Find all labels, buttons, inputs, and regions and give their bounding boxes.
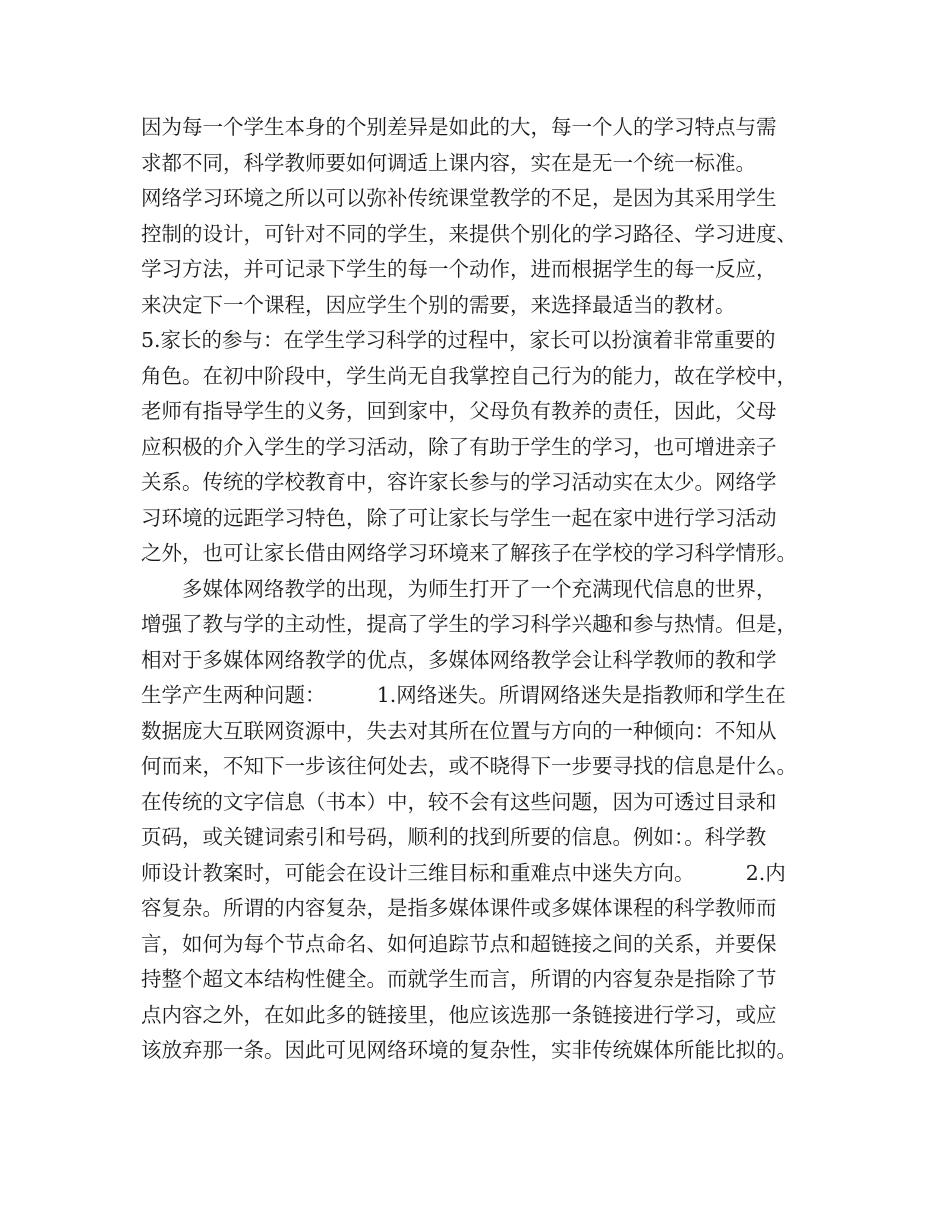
text-line: 何而来，不知下一步该往何处去，或不晓得下一步要寻找的信息是什么。 xyxy=(141,754,797,778)
text-line: 增强了教与学的主动性，提高了学生的学习科学兴趣和参与热情。但是， xyxy=(141,612,797,636)
text-line: 生学产生两种问题： 1.网络迷失。所谓网络迷失是指教师和学生在 xyxy=(141,683,786,707)
text-line: 页码，或关键词索引和号码，顺利的找到所要的信息。例如：。科学教 xyxy=(141,825,767,849)
text-line: 师设计教案时，可能会在设计三维目标和重难点中迷失方向。 2.内 xyxy=(141,860,786,885)
text-line: 持整个超文本结构性健全。而就学生而言，所谓的内容复杂是指除了节 xyxy=(141,967,777,991)
text-line: 网络学习环境之所以可以弥补传统课堂教学的不足，是因为其采用学生 xyxy=(141,186,777,210)
text-line: 多媒体网络教学的出现，为师生打开了一个充满现代信息的世界， xyxy=(141,576,777,601)
text-line: 控制的设计，可针对不同的学生，来提供个别化的学习路径、学习进度、 xyxy=(141,221,797,246)
text-line: 言，如何为每个节点命名、如何追踪节点和超链接之间的关系，并要保 xyxy=(141,931,777,956)
text-line: 相对于多媒体网络教学的优点，多媒体网络教学会让科学教师的教和学 xyxy=(141,647,777,672)
text-line: 角色。在初中阶段中，学生尚无自我掌控自己行为的能力，故在学校中， xyxy=(141,363,797,388)
text-line: 学习方法，并可记录下学生的每一个动作，进而根据学生的每一反应， xyxy=(141,257,777,281)
text-line: 数据庞大互联网资源中，失去对其所在位置与方向的一种倾向：不知从 xyxy=(141,718,777,743)
text-line: 容复杂。所谓的内容复杂，是指多媒体课件或多媒体课程的科学教师而 xyxy=(141,896,777,920)
text-line: 之外，也可让家长借由网络学习环境来了解孩子在学校的学习科学情形。 xyxy=(141,541,797,565)
text-line: 在传统的文字信息（书本）中，较不会有这些问题，因为可透过目录和 xyxy=(141,789,777,814)
text-line: 应积极的介入学生的学习活动，除了有助于学生的学习，也可增进亲子 xyxy=(141,434,777,459)
text-line: 点内容之外，在如此多的链接里，他应该选那一条链接进行学习，或应 xyxy=(141,1002,777,1027)
text-line: 该放弃那一条。因此可见网络环境的复杂性，实非传统媒体所能比拟的。 xyxy=(141,1038,797,1062)
text-line: 求都不同，科学教师要如何调适上课内容，实在是无一个统一标准。 xyxy=(141,150,756,175)
text-line: 习环境的远距学习特色，除了可让家长与学生一起在家中进行学习活动 xyxy=(141,505,777,530)
text-line: 5.家长的参与：在学生学习科学的过程中，家长可以扮演着非常重要的 xyxy=(141,328,776,352)
text-line: 关系。传统的学校教育中，容许家长参与的学习活动实在太少。网络学 xyxy=(141,470,777,494)
body-text xyxy=(141,110,831,1069)
text-line: 来决定下一个课程，因应学生个别的需要，来选择最适当的教材。 xyxy=(141,292,736,317)
text-line: 因为每一个学生本身的个别差异是如此的大，每一个人的学习特点与需 xyxy=(141,115,777,139)
text-line: 老师有指导学生的义务，回到家中，父母负有教养的责任，因此，父母 xyxy=(141,399,777,423)
